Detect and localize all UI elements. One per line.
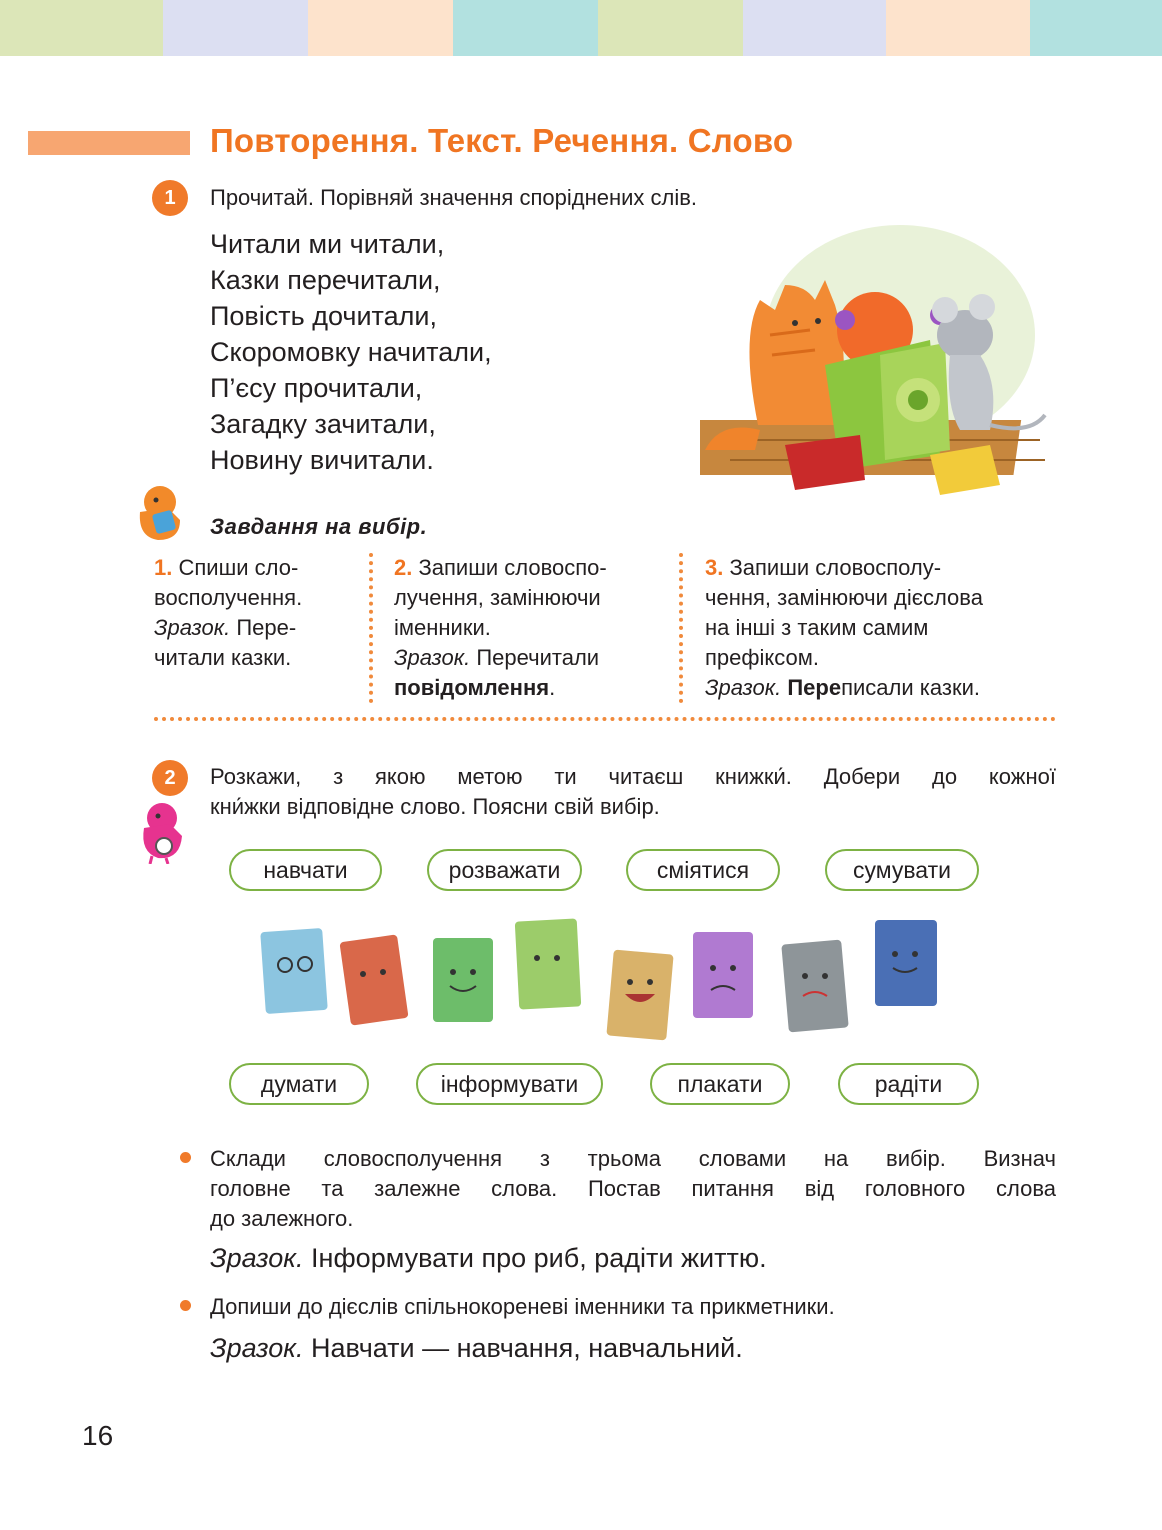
choice-option-3 [705,553,1065,703]
poem-line: Повість дочитали, [210,301,437,331]
stripe-2 [163,0,308,56]
sample-text: Інформувати про риб, радіти життю. [311,1243,767,1273]
section-divider [154,717,1056,721]
bullet-2-text: Допиши до дієслів спільнокореневі іменники та прикметники. [210,1294,835,1319]
option-bold-text: повідомлення [394,675,550,700]
red-book-icon [339,934,408,1025]
option-text: іменники. [394,615,491,640]
option-text: лучення, замінюючи [394,585,601,610]
bullet-icon [180,1300,191,1311]
option-text: чення, замінюючи дієслова [705,585,983,610]
exercise-2-line-1: Розкажи, з якою метою ти читаєш книжки́. Добери до кожної [210,764,1056,789]
option-text: Запиши словосполу- [729,555,942,580]
sample-label: Зразок. [210,1243,304,1273]
bullet-1-line: головне та залежне слова. Постав питання від головного слова [210,1176,1056,1201]
column-divider [679,553,683,703]
word-pill: плакати [650,1063,790,1105]
sample-2 [210,1330,743,1366]
option-text: Спиши сло- [178,555,299,580]
option-text: писали казки. [841,675,980,700]
page-title: Повторення. Текст. Речення. Слово [210,122,794,159]
emotion-books-illustration [245,910,955,1045]
poem-line: Скоромовку начитали, [210,337,492,367]
dark-blue-book-icon [875,920,937,1006]
poem-line: Загадку зачитали, [210,409,436,439]
stripe-7 [886,0,1030,56]
option-text: на інші з таким самим [705,615,929,640]
sample-label: Зразок. [210,1333,304,1363]
sample-label: Зразок. [154,615,231,640]
option-text: префіксом. [705,645,819,670]
poem-line: Казки перечитали, [210,265,441,295]
option-number: 1. [154,555,173,580]
stripe-6 [743,0,886,56]
word-pill: сумувати [825,849,979,891]
option-text: Пере- [236,615,297,640]
stripe-5 [598,0,743,56]
option-number: 2. [394,555,413,580]
sample-label: Зразок. [394,645,471,670]
poem-line: Новину вичитали. [210,445,434,475]
choice-option-1 [154,553,359,673]
choice-heading: Завдання на вибір. [210,514,428,539]
title-accent-bar [28,131,190,155]
exercise-2-number: 2 [152,760,188,796]
bullet-1-line: Склади словосполучення з трьома словами на вибір. Визнач [210,1146,1056,1171]
sample-label: Зразок. [705,675,782,700]
exercise-2-line-2: кни́жки відповідне слово. Поясни свій вибір. [210,794,660,819]
poem [210,226,492,478]
stripe-8 [1030,0,1162,56]
word-pill: інформувати [416,1063,603,1105]
option-text: . [549,675,556,700]
choice-option-2 [394,553,669,703]
option-number: 3. [705,555,724,580]
orange-mascot-icon [128,482,190,544]
pink-mascot-icon [132,800,190,864]
exercise-1-number: 1 [152,180,188,216]
sample-1 [210,1240,767,1276]
option-text: читали казки. [154,645,292,670]
column-divider [369,553,373,703]
poem-line: Читали ми читали, [210,229,445,259]
option-text: Запиши словоспо- [418,555,607,580]
light-green-book-icon [515,918,582,1009]
reading-animals-illustration [700,215,1060,505]
word-pill: розважати [427,849,582,891]
stripe-1 [0,0,163,56]
page-number: 16 [82,1420,114,1451]
purple-book-icon [693,932,753,1018]
stripe-3 [308,0,453,56]
bullet-1-line: до залежного. [210,1206,354,1231]
word-pill: сміятися [626,849,780,891]
yellow-book-icon [606,950,673,1041]
word-pill: радіти [838,1063,979,1105]
bullet-icon [180,1152,191,1163]
option-text: восполучення. [154,585,303,610]
option-bold-text: Пере [787,675,842,700]
green-book-icon [433,938,493,1022]
poem-line: П’єсу прочитали, [210,373,423,403]
word-pill: навчати [229,849,382,891]
exercise-1-instruction: Прочитай. Порівняй значення споріднених слів. [210,185,698,210]
sample-text: Навчати — навчання, навчальний. [311,1333,743,1363]
option-text: Перечитали [476,645,600,670]
stripe-4 [453,0,598,56]
blue-book-icon [260,928,328,1014]
grey-book-icon [781,940,848,1033]
word-pill: думати [229,1063,369,1105]
